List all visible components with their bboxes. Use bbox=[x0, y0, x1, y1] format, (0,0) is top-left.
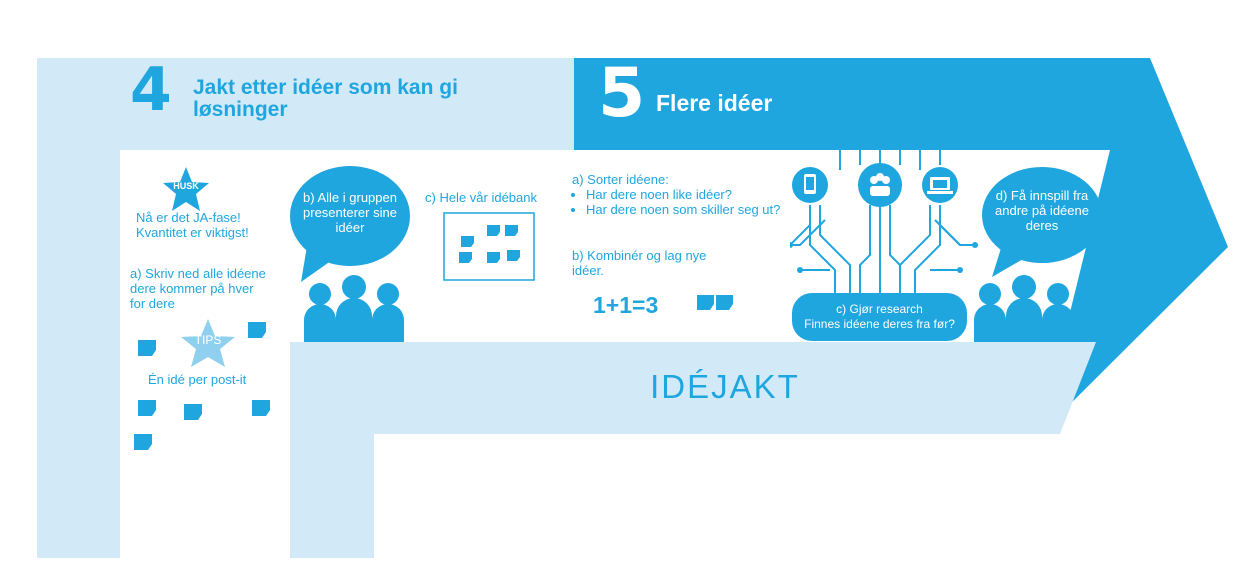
postit-icon bbox=[248, 322, 266, 338]
tips-badge: TIPS bbox=[194, 333, 222, 347]
step4-b-line1: b) Alle i gruppen bbox=[303, 190, 397, 205]
step5-number: 5 bbox=[598, 54, 646, 133]
step5-b-text bbox=[572, 248, 752, 278]
step5-d-text bbox=[982, 188, 1102, 233]
postit-notes-group bbox=[130, 318, 290, 458]
step5-d-line1: d) Få innspill fra bbox=[995, 188, 1089, 203]
step5-b-line2: idéer. bbox=[572, 263, 604, 278]
husk-text bbox=[136, 210, 286, 240]
step5-b-line1: b) Kombinér og lag nye bbox=[572, 248, 707, 263]
step5-title: Flere idéer bbox=[656, 90, 773, 116]
tips-text: Én idé per post-it bbox=[148, 372, 247, 387]
step4-a-line2: dere kommer på hver bbox=[130, 281, 254, 296]
idebank-board-icon bbox=[443, 212, 535, 282]
step5-a-bullets bbox=[572, 187, 812, 217]
husk-line2: Kvantitet er viktigst! bbox=[136, 225, 249, 240]
banner-title: IDÉJAKT bbox=[650, 368, 800, 405]
postit-icon bbox=[138, 400, 156, 416]
step4-b-line2: presenterer sine bbox=[303, 205, 397, 220]
husk-badge: HUSK bbox=[173, 181, 199, 191]
combined-postit-icon bbox=[696, 293, 736, 313]
postit-icon bbox=[184, 404, 202, 420]
postit-icon bbox=[252, 400, 270, 416]
step5-d-line2: andre på idéene bbox=[995, 203, 1089, 218]
step5-c-line2: Finnes idéene deres fra før? bbox=[804, 317, 955, 331]
step5-a-bullet: • Har dere noen som skiller seg ut? bbox=[586, 202, 812, 217]
step4-b-line3: idéer bbox=[335, 220, 365, 235]
equation: 1+1=3 bbox=[593, 292, 659, 318]
step4-c-text: c) Hele vår idébank bbox=[425, 190, 537, 205]
step5-c-text bbox=[792, 302, 967, 332]
step4-title bbox=[193, 77, 458, 121]
step5-a-heading: a) Sorter idéene: bbox=[572, 172, 669, 187]
people-group-icon-2 bbox=[970, 272, 1078, 342]
step4-b-text bbox=[290, 190, 410, 235]
step4-number: 4 bbox=[130, 55, 172, 125]
postit-icon bbox=[138, 340, 156, 356]
husk-line1: Nå er det JA-fase! bbox=[136, 210, 241, 225]
step5-a-bullet: • Har dere noen like idéer? bbox=[586, 187, 812, 202]
step5-d-line3: deres bbox=[1025, 218, 1059, 233]
step4-a-text bbox=[130, 266, 290, 311]
step4-title-line2: løsninger bbox=[193, 98, 288, 121]
step4-a-line1: a) Skriv ned alle idéene bbox=[130, 266, 266, 281]
step5-c-line1: c) Gjør research bbox=[836, 302, 923, 316]
step4-title-line1: Jakt etter idéer som kan gi bbox=[193, 76, 458, 99]
postit-icon bbox=[134, 434, 152, 450]
step5-a-block bbox=[572, 172, 812, 217]
step4-a-line3: for dere bbox=[130, 296, 175, 311]
people-group-icon bbox=[300, 272, 408, 342]
people-icon bbox=[858, 163, 902, 207]
